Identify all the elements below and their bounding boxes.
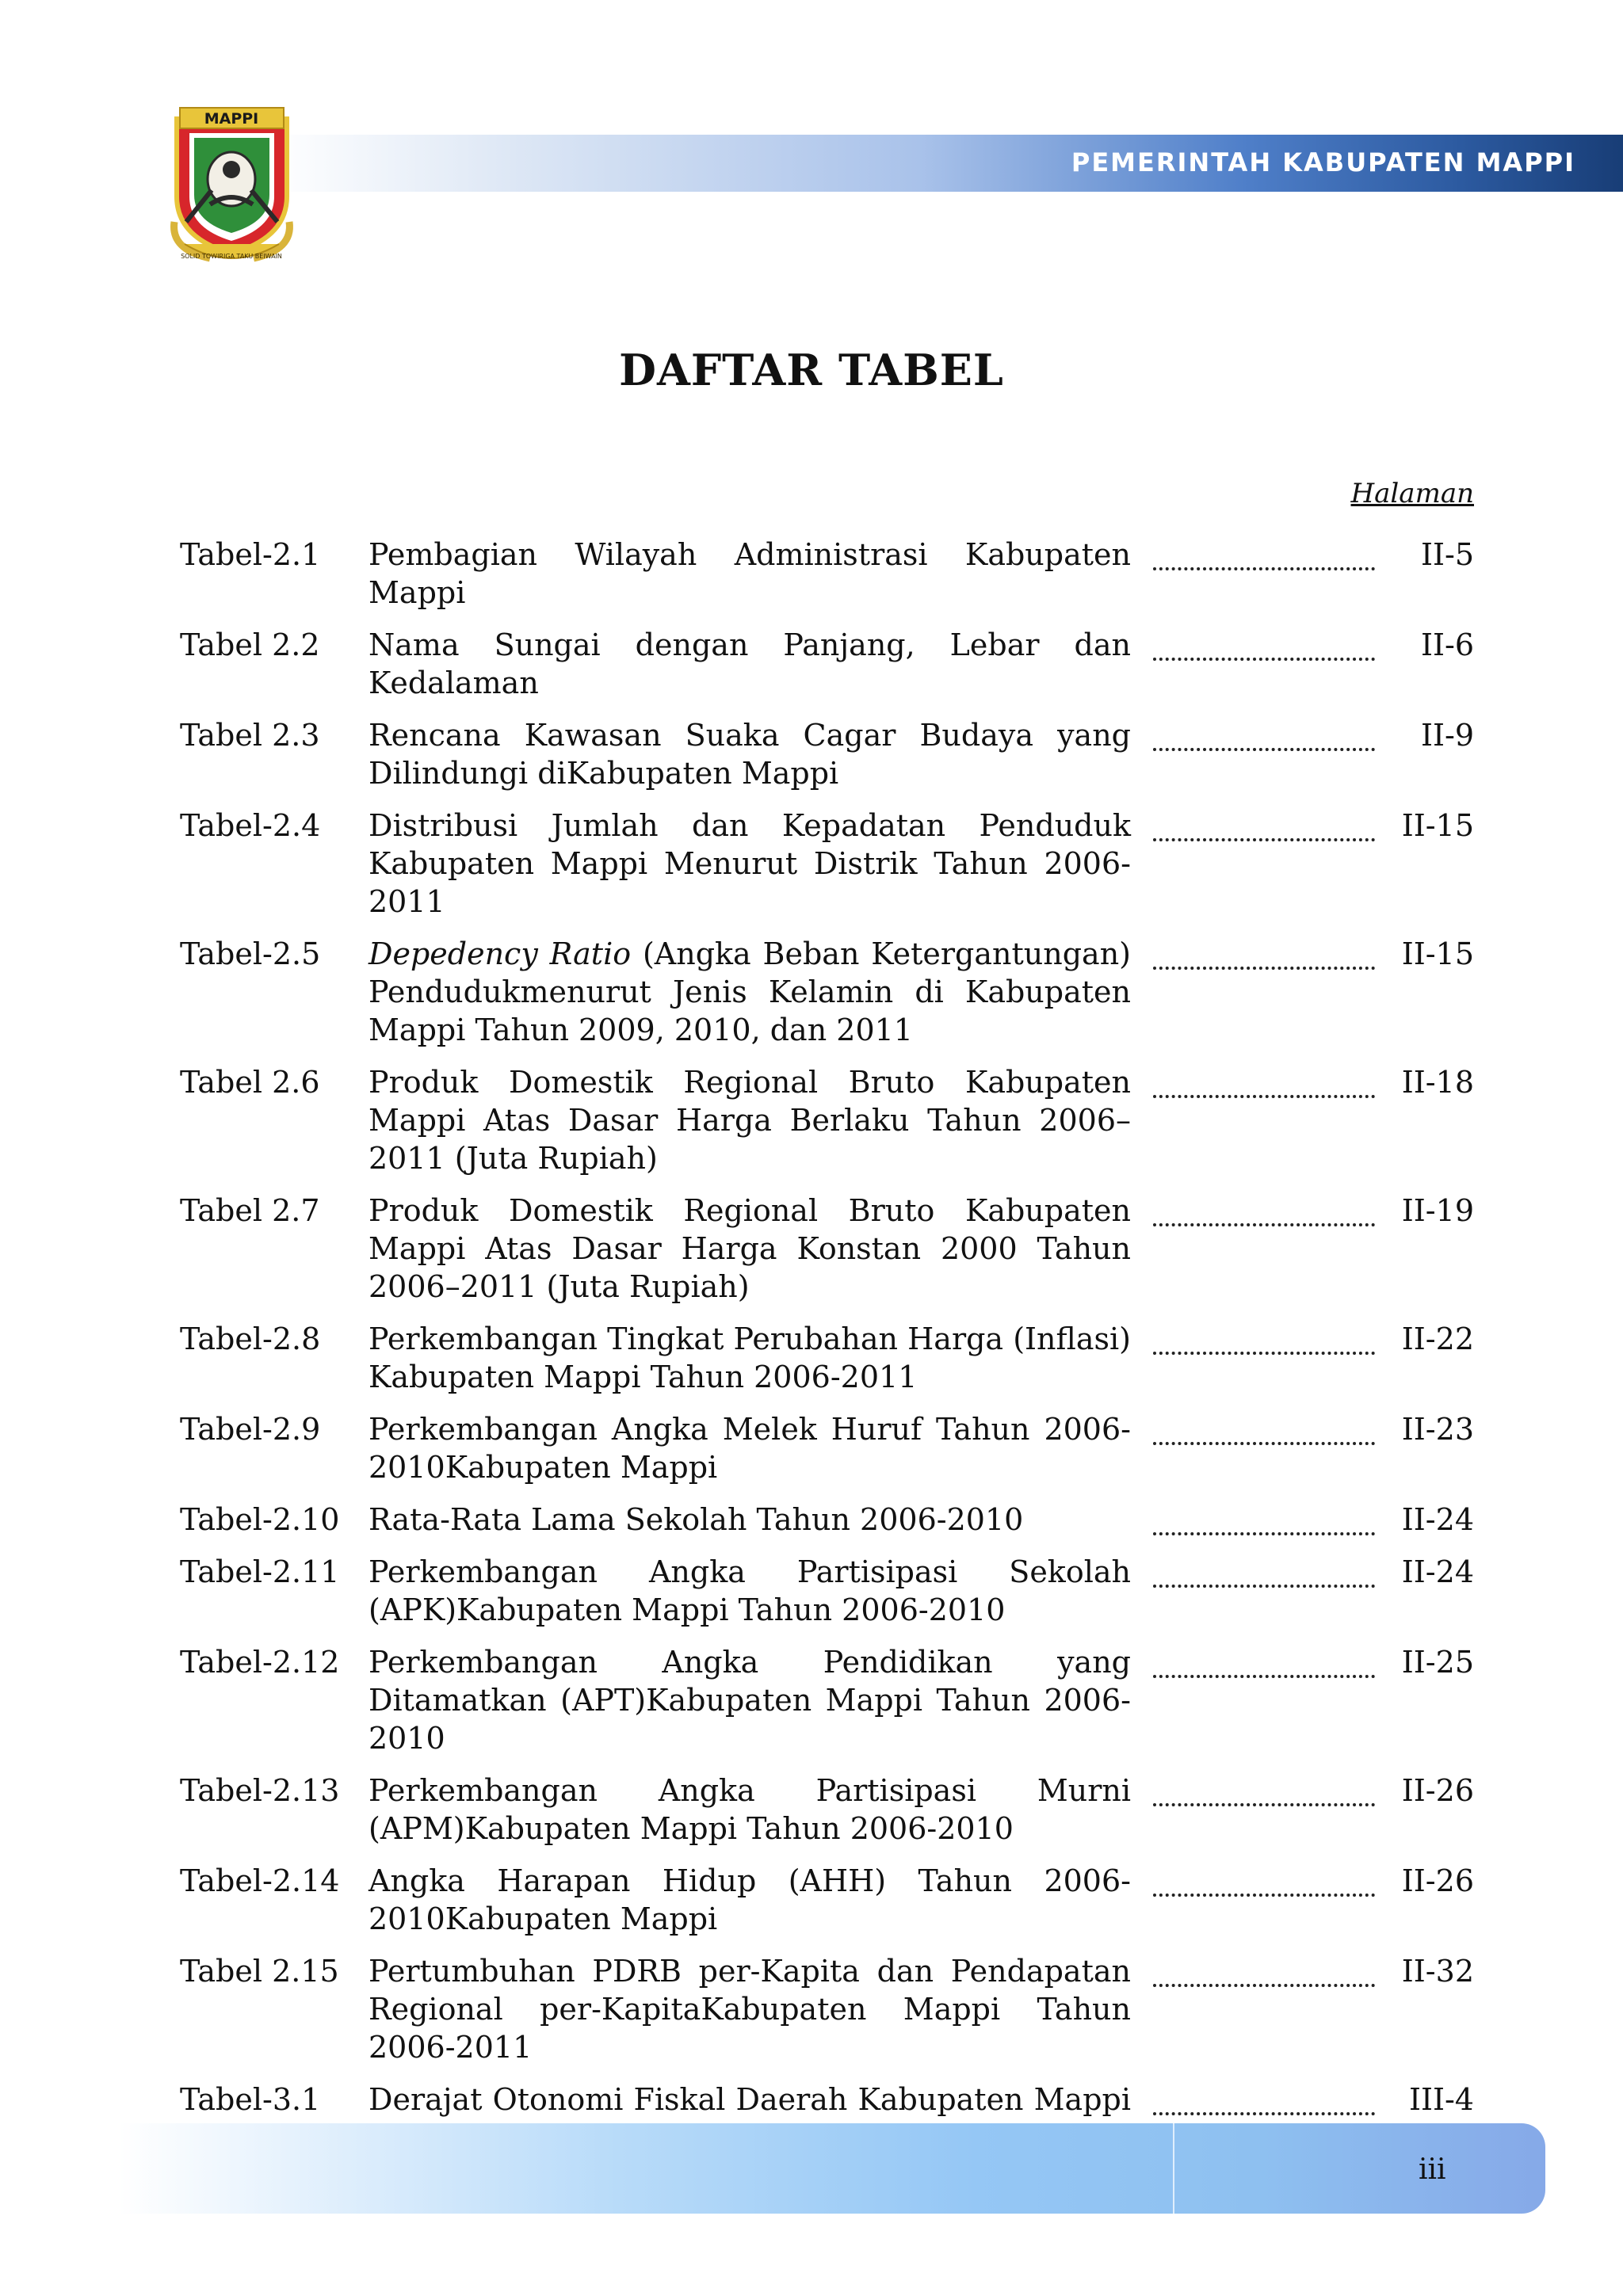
toc-entry-number: Tabel-2.8 [180, 1322, 321, 1356]
toc-entry-title [369, 935, 1131, 1049]
toc-entry[interactable] [180, 626, 1474, 702]
toc-entry[interactable] [180, 1952, 1474, 2066]
toc-dot-leader [1153, 1643, 1375, 1678]
toc-dot-leader [1153, 2081, 1375, 2115]
toc-entry[interactable] [180, 1063, 1474, 1177]
toc-entry-title: Produk Domestik Regional Bruto Kabupaten Mappi Atas Dasar Harga Berlaku Tahun 2006–2011 (Juta Rupiah) [369, 1065, 1131, 1176]
toc-entry[interactable] [180, 536, 1474, 612]
header-band [269, 135, 1623, 192]
toc-dot-leader [1153, 716, 1375, 751]
toc-entry-title: Angka Harapan Hidup (AHH) Tahun 2006-2010Kabupaten Mappi [369, 1863, 1131, 1936]
toc-entry-page: II-25 [1401, 1645, 1474, 1680]
toc-entry-number: Tabel-2.13 [180, 1773, 340, 1808]
toc-entry[interactable] [180, 1410, 1474, 1486]
toc-dot-leader [1153, 1553, 1375, 1588]
toc-entry-page: II-18 [1401, 1065, 1474, 1100]
toc-entry[interactable] [180, 1192, 1474, 1306]
toc-entry-title: Perkembangan Tingkat Perubahan Harga (Inflasi) Kabupaten Mappi Tahun 2006-2011 [369, 1322, 1131, 1394]
toc-dot-leader [1153, 935, 1375, 970]
toc-entry[interactable] [180, 935, 1474, 1049]
toc-entry-number: Tabel 2.3 [180, 718, 320, 753]
toc-entry[interactable] [180, 1772, 1474, 1848]
toc-entry-title: Nama Sungai dengan Panjang, Lebar dan Kedalaman [369, 627, 1131, 700]
toc-entry-title: Perkembangan Angka Pendidikan yang Ditamatkan (APT)Kabupaten Mappi Tahun 2006-2010 [369, 1645, 1131, 1756]
page-column-header: Halaman [1350, 478, 1474, 509]
toc-dot-leader [1153, 536, 1375, 570]
toc-entry[interactable] [180, 1320, 1474, 1396]
toc-entry-title: Perkembangan Angka Melek Huruf Tahun 2006-2010Kabupaten Mappi [369, 1412, 1131, 1485]
toc-entry-title: Rencana Kawasan Suaka Cagar Budaya yang Dilindungi diKabupaten Mappi [369, 718, 1131, 791]
toc-entry-number: Tabel 2.2 [180, 627, 320, 662]
toc-entry-page: II-23 [1401, 1412, 1474, 1447]
toc-entry-page: II-32 [1401, 1954, 1474, 1989]
toc-entry-number: Tabel-2.11 [180, 1554, 340, 1589]
toc-dot-leader [1153, 1862, 1375, 1897]
toc-dot-leader [1153, 1772, 1375, 1806]
toc-entry-page: II-19 [1401, 1193, 1474, 1228]
toc-entry-page: II-24 [1401, 1554, 1474, 1589]
toc-entry-title: Pembagian Wilayah Administrasi Kabupaten Mappi [369, 537, 1131, 610]
toc-entry-number: Tabel-2.1 [180, 537, 321, 572]
toc-entry-page: II-9 [1420, 718, 1474, 753]
toc-entry-title: Produk Domestik Regional Bruto Kabupaten Mappi Atas Dasar Harga Konstan 2000 Tahun 2006–2011 (Juta Rupiah) [369, 1193, 1131, 1304]
toc-entry[interactable] [180, 807, 1474, 921]
toc-entry-number: Tabel 2.7 [180, 1193, 320, 1228]
toc-entry[interactable] [180, 1862, 1474, 1938]
toc-entry-number: Tabel-2.14 [180, 1863, 340, 1898]
toc-dot-leader [1153, 626, 1375, 661]
toc-entry-page: II-24 [1401, 1502, 1474, 1537]
svg-text:MAPPI: MAPPI [204, 110, 259, 128]
toc-entry[interactable] [180, 1553, 1474, 1629]
toc-entry-title-rest: (Angka Beban Ketergantungan) Pendudukmenurut Jenis Kelamin di Kabupaten Mappi Tahun 2009, 2010, dan 2011 [369, 936, 1132, 1047]
svg-text:SOLID TOWIRIGA TAKU BEIWAIN: SOLID TOWIRIGA TAKU BEIWAIN [181, 253, 282, 260]
toc-dot-leader [1153, 1952, 1375, 1987]
toc-entry[interactable] [180, 716, 1474, 792]
toc-entry-page: II-15 [1401, 808, 1474, 843]
toc-entry[interactable] [180, 1643, 1474, 1757]
toc-entry-title-italic: Depedency Ratio [369, 936, 632, 971]
toc-entry-number: Tabel 2.6 [180, 1065, 320, 1100]
toc-entry-page: II-26 [1401, 1863, 1474, 1898]
toc-entry-title: Perkembangan Angka Partisipasi Murni (APM)Kabupaten Mappi Tahun 2006-2010 [369, 1773, 1131, 1846]
toc-entry-title: Perkembangan Angka Partisipasi Sekolah (APK)Kabupaten Mappi Tahun 2006-2010 [369, 1554, 1131, 1627]
toc-entry-number: Tabel-2.12 [180, 1645, 340, 1680]
toc-dot-leader [1153, 1320, 1375, 1355]
toc-dot-leader [1153, 807, 1375, 841]
header-title: PEMERINTAH KABUPATEN MAPPI [1071, 147, 1575, 177]
toc-entry-title: Pertumbuhan PDRB per-Kapita dan Pendapatan Regional per-KapitaKabupaten Mappi Tahun 2006-2011 [369, 1954, 1131, 2065]
toc-entry-number: Tabel-2.10 [180, 1502, 340, 1537]
toc-dot-leader [1153, 1063, 1375, 1098]
toc-entry-page: II-15 [1401, 936, 1474, 971]
table-list [180, 536, 1474, 2171]
toc-dot-leader [1153, 1501, 1375, 1535]
mappi-regency-logo [162, 103, 301, 269]
toc-entry[interactable] [180, 1501, 1474, 1539]
toc-entry-number: Tabel-2.4 [180, 808, 321, 843]
toc-entry-page: II-22 [1401, 1322, 1474, 1356]
toc-entry-number: Tabel-2.9 [180, 1412, 321, 1447]
footer-band [119, 2123, 1545, 2214]
toc-entry-page: III-4 [1408, 2082, 1474, 2117]
toc-dot-leader [1153, 1410, 1375, 1445]
toc-entry-page: II-6 [1420, 627, 1474, 662]
toc-entry-title: Distribusi Jumlah dan Kepadatan Penduduk Kabupaten Mappi Menurut Distrik Tahun 2006-2011 [369, 808, 1131, 919]
toc-dot-leader [1153, 1192, 1375, 1226]
toc-entry-page: II-26 [1401, 1773, 1474, 1808]
toc-entry-title: Derajat Otonomi Fiskal Daerah Kabupaten Mappi [369, 2082, 1131, 2117]
toc-entry-title: Rata-Rata Lama Sekolah Tahun 2006-2010 [369, 1502, 1024, 1537]
toc-entry-number: Tabel 2.15 [180, 1954, 339, 1989]
toc-entry-page: II-5 [1420, 537, 1474, 572]
page-number: iii [1419, 2153, 1446, 2186]
toc-entry-number: Tabel-2.5 [180, 936, 321, 971]
toc-entry-number: Tabel-3.1 [180, 2082, 321, 2117]
page-title: DAFTAR TABEL [619, 345, 1004, 395]
